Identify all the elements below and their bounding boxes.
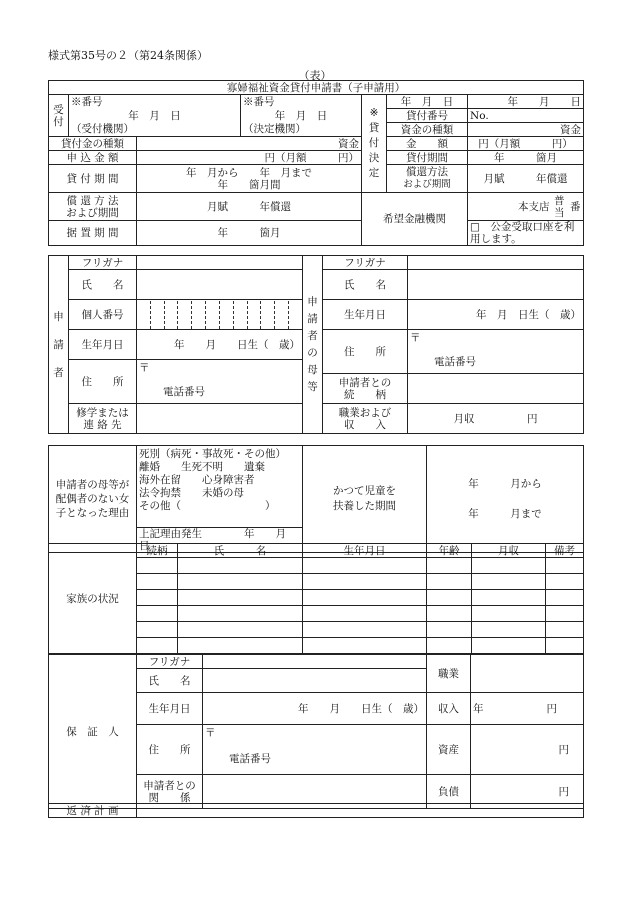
mother-birth-field[interactable]: 年 月 日生（ 歳） bbox=[408, 300, 584, 330]
repayment-plan-field[interactable] bbox=[137, 804, 584, 818]
reason-label: 申請者の母等が 配偶者のない女 子となった理由 bbox=[49, 446, 137, 553]
guarantor-income-label: 収入 bbox=[427, 693, 471, 725]
reception-date-right[interactable]: 年 月 日 bbox=[241, 109, 362, 123]
reason-options[interactable]: 死別（病死・事故死・その他） 離婚 生死不明 遺棄 海外在留 心身障害者 法令拘禁 未婚の母 その他（ ） bbox=[137, 446, 303, 528]
mother-address-field[interactable] bbox=[408, 330, 584, 374]
decision-date-label: 年 月 日 bbox=[387, 95, 468, 109]
applied-amount-value[interactable]: 円（月額 円） bbox=[137, 151, 362, 165]
family-header-name: 氏 名 bbox=[178, 544, 303, 558]
guarantor-furigana-label: フリガナ bbox=[137, 655, 203, 669]
repayment-plan-label: 返 済 計 画 bbox=[49, 804, 137, 818]
repay-value[interactable]: 月賦 年償還 bbox=[137, 193, 362, 221]
reception-label: 受 付 bbox=[49, 95, 69, 137]
decision-repay-label: 償還方法 および期間 bbox=[387, 165, 468, 193]
repay-label: 償 還 方 法 および期間 bbox=[49, 193, 137, 221]
guarantor-assets-label: 資産 bbox=[427, 725, 471, 775]
loan-type-label: 貸付金の種類 bbox=[49, 137, 137, 151]
applicant-birth-field[interactable]: 年 月 日生（ 歳） bbox=[137, 330, 303, 360]
reception-org-left: （受付機関） bbox=[69, 123, 241, 137]
fund-type-label: 資金の種類 bbox=[387, 123, 468, 137]
guarantor-income-field[interactable]: 年 円 bbox=[471, 693, 584, 725]
amount-value[interactable]: 円（月額 円） bbox=[468, 137, 584, 151]
applicant-furigana-field[interactable] bbox=[137, 256, 303, 270]
reason-table bbox=[48, 445, 584, 553]
reception-no-right: ※番号 bbox=[241, 95, 362, 109]
guarantor-birth-label: 生年月日 bbox=[137, 693, 203, 725]
applicant-postal-mark: 〒 bbox=[139, 362, 150, 374]
mother-postal-mark: 〒 bbox=[410, 332, 421, 344]
decision-repay-value[interactable]: 月賦 年償還 bbox=[468, 165, 584, 193]
mother-relation-field[interactable] bbox=[408, 374, 584, 404]
applicant-school-label: 修学または 連 絡 先 bbox=[69, 404, 137, 434]
custody-label: かつて児童を 扶養した期間 bbox=[303, 446, 427, 553]
applicant-id-field[interactable] bbox=[137, 300, 303, 330]
guarantor-postal-mark: 〒 bbox=[205, 727, 216, 739]
applicant-furigana-label: フリガナ bbox=[69, 256, 137, 270]
loan-period-value[interactable]: 年 箇月 bbox=[468, 151, 584, 165]
applicant-birth-label: 生年月日 bbox=[69, 330, 137, 360]
guarantor-debt-field[interactable]: 円 bbox=[471, 775, 584, 809]
defer-value[interactable]: 年 箇月 bbox=[137, 221, 362, 246]
family-label: 家族の状況 bbox=[49, 544, 137, 654]
repayment-table bbox=[48, 803, 584, 818]
defer-label: 据 置 期 間 bbox=[49, 221, 137, 246]
applicant-address-label: 住 所 bbox=[69, 360, 137, 404]
guarantor-address-label: 住 所 bbox=[137, 725, 203, 775]
decision-mark: ※ 貸 付 決 定 bbox=[362, 95, 387, 193]
period-value[interactable]: 年 月から 年 月まで 年 箇月間 bbox=[137, 165, 362, 193]
family-header-age: 年齢 bbox=[427, 544, 472, 558]
guarantor-name-label: 氏 名 bbox=[137, 669, 203, 693]
reception-date-left[interactable]: 年 月 日 bbox=[69, 109, 241, 123]
mother-phone-label: 電話番号 bbox=[434, 356, 476, 368]
applied-amount-label: 申 込 金 額 bbox=[49, 151, 137, 165]
mother-name-label: 氏 名 bbox=[323, 270, 408, 300]
applicant-id-label: 個人番号 bbox=[69, 300, 137, 330]
public-account-checkbox[interactable]: □ 公金受取口座を利用します。 bbox=[468, 221, 584, 246]
custody-period[interactable]: 年 月から 年 月まで bbox=[427, 446, 584, 553]
guarantor-birth-field[interactable]: 年 月 日生（ 歳） bbox=[203, 693, 427, 725]
decision-date-value[interactable]: 年 月 日 bbox=[468, 95, 584, 109]
reason-occurred[interactable]: 上記理由発生 年 月 日 bbox=[137, 528, 303, 553]
applicant-school-field[interactable] bbox=[137, 404, 303, 434]
family-header-income: 月収 bbox=[472, 544, 546, 558]
amount-label: 金 額 bbox=[387, 137, 468, 151]
applicant-name-label: 氏 名 bbox=[69, 270, 137, 300]
guarantor-label: 保 証 人 bbox=[49, 655, 137, 809]
family-header-notes: 備考 bbox=[546, 544, 584, 558]
loan-type-value[interactable]: 資金 bbox=[137, 137, 362, 151]
guarantor-job-field[interactable] bbox=[471, 655, 584, 693]
family-table bbox=[48, 543, 584, 654]
guarantor-debt-label: 負債 bbox=[427, 775, 471, 809]
period-label: 貸 付 期 間 bbox=[49, 165, 137, 193]
mother-birth-label: 生年月日 bbox=[323, 300, 408, 330]
applicant-phone-label: 電話番号 bbox=[163, 386, 205, 398]
applicant-table bbox=[48, 255, 584, 434]
fund-type-value[interactable]: 資金 bbox=[468, 123, 584, 137]
mother-name-field[interactable] bbox=[408, 270, 584, 300]
mother-furigana-label: フリガナ bbox=[323, 256, 408, 270]
mother-furigana-field[interactable] bbox=[408, 256, 584, 270]
guarantor-job-label: 職業 bbox=[427, 655, 471, 693]
reception-org-right: （決定機関） bbox=[241, 123, 362, 137]
guarantor-table bbox=[48, 654, 584, 809]
mother-job-label: 職業および 収 入 bbox=[323, 404, 408, 434]
guarantor-address-field[interactable] bbox=[203, 725, 427, 775]
applicant-name-field[interactable] bbox=[137, 270, 303, 300]
reception-no-left: ※番号 bbox=[69, 95, 241, 109]
loan-period-label: 貸付期間 bbox=[387, 151, 468, 165]
guarantor-assets-field[interactable]: 円 bbox=[471, 725, 584, 775]
loan-number-value[interactable]: No. bbox=[468, 109, 584, 123]
family-header-relation: 続柄 bbox=[137, 544, 178, 558]
mother-job-field[interactable]: 月収 円 bbox=[408, 404, 584, 434]
bank-label: 希望金融機関 bbox=[362, 193, 468, 246]
bank-value[interactable]: 本支店 普 当 番 bbox=[468, 193, 584, 221]
mother-section-label: 申 請 者 の 母 等 bbox=[303, 256, 323, 434]
page-side: （表） bbox=[298, 69, 332, 82]
applicant-address-field[interactable] bbox=[137, 360, 303, 404]
guarantor-name-field[interactable] bbox=[203, 669, 427, 693]
guarantor-phone-label: 電話番号 bbox=[229, 753, 271, 765]
form-title: 寡婦福祉資金貸付申請書（子申請用） bbox=[49, 81, 584, 95]
applicant-section-label: 申 請 者 bbox=[49, 256, 69, 434]
top-table bbox=[48, 80, 584, 246]
mother-relation-label: 申請者との 続 柄 bbox=[323, 374, 408, 404]
guarantor-relation-label: 申請者との 関 係 bbox=[137, 775, 203, 809]
form-reference: 様式第35号の２（第24条関係） bbox=[48, 49, 208, 62]
loan-number-label: 貸付番号 bbox=[387, 109, 468, 123]
mother-address-label: 住 所 bbox=[323, 330, 408, 374]
family-header-birth: 生年月日 bbox=[303, 544, 427, 558]
guarantor-furigana-field[interactable] bbox=[203, 655, 427, 669]
